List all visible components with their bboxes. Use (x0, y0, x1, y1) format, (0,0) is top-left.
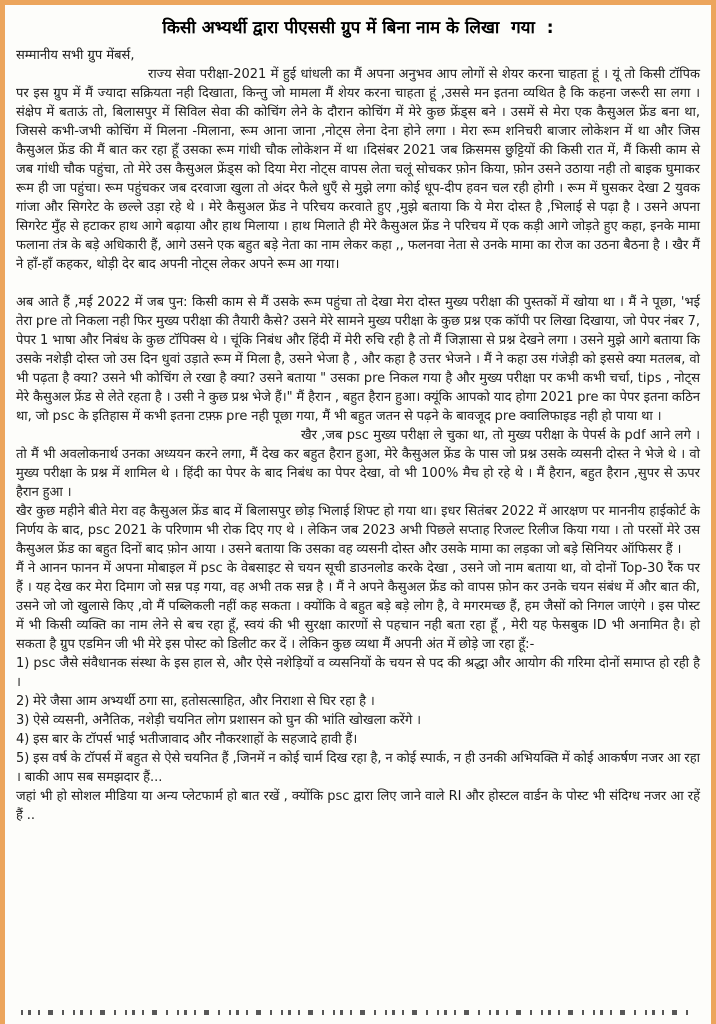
document-title: किसी अभ्यर्थी द्वारा पीएससी ग्रुप में बिना नाम के लिखा गया : (162, 18, 554, 38)
paragraph-result-release: खैर कुछ महीने बीते मेरा वह कैसुअल फ्रेंड बाद में बिलासपुर छोड़ भिलाई शिफ्ट हो गया था। इधर सितंबर 2022 में आरक्षण पर माननीय हाईकोर्ट के निर्णय के बाद, psc 2021 के परिणाम भी रोक दिए गए थे । लेकिन जब 2023 अभी पिछले सप्ताह रिजल्ट रिलीज किया गया । तो परसों मेरे उस कैसुअल फ्रेंड का बहुत दिनों बाद फ़ोन आया । उसने बताया कि उसका वह व्यसनी दोस्त और उसके मामा का लड़का जो बड़े सिनियर ऑफिसर हैं । (16, 504, 700, 557)
closing-paragraph: जहां भी हो सोशल मीडिया या अन्य प्लेटफार्म हो बात रखें , क्योंकि psc द्वारा लिए जाने वाले RI और होस्टल वार्डन के पोस्ट भी संदिग्ध नजर आ रहें हैं .. (16, 789, 700, 823)
list-item-3: 3) ऐसे व्यसनी, अनैतिक, नशेड़ी चयनित लोग प्रशासन को घुन की भांति खोखला करेंगे । (16, 713, 422, 728)
clipped-bottom-text-line (21, 1010, 695, 1015)
salutation-line: सम्मानीय सभी ग्रुप मेंबर्स, (16, 48, 135, 63)
paragraph-coaching-story: राज्य सेवा परीक्षा-2021 में हुई धांधली का मैं अपना अनुभव आप लोगों से शेयर करना चाहता हूं । यूं तो किसी टॉपिक पर इस ग्रुप में मैं ज्यादा सक्रियता नही दिखाता, किन्तु जो मामला मैं शेयर करना चाहता हूं ,उससे मन इतना व्यथित है कि कहना जरूरी सा लगा । संक्षेप में बताऊं तो, बिलासपुर में सिविल सेवा की कोचिंग लेने के दौरान कोचिंग में मेरे कुछ फ्रेंड्स बने । उसमें से मेरा एक कैसुअल फ्रेंड बना था, जिससे कभी-जभी कोचिंग में मिलना -मिलाना, रूम आना जाना ,नोट्स लेना देना होने लगा । मेरा रूम शनिचरी बाजार लोकेशन में था और जिस कैसुअल फ्रेंड की मैं बात कर रहा हूँ उसका रूम गांधी चौक लोकेशन में था ।दिसंबर 2021 जब क्रिसमस छुट्टियों की किसी रात में, मैं किसी काम से जब गांधी चौक पहुंचा, तो मेरे उस कैसुअल फ्रेंड्स को दिया मेरा नोट्स वापस लेता चलूं सोचकर फ़ोन किया, फ़ोन उसने उठाया नही तो बाइक घुमाकर रूम ही जा पहुंचा। रूम पहुंचकर जब दरवाजा खुला तो अंदर फैले धुएँ से मुझे लगा कोई धूप-दीप हवन चल रही होगी । रूम में घुसकर देखा 2 युवक गांजा और सिगरेट के छल्ले उड़ा रहे थे । मेरे कैसुअल फ्रेंड ने परिचय करवाते हुए ,मुझे बताया कि ये मेरा दोस्त है ,भिलाई से पढ़ा है । उसने अपना सिगरेट मुँह से हटाकर हाथ आगे बढ़ाया और हाथ मिलाया । हाथ मिलाते ही मेरे कैसुअल फ्रेंड ने परिचय में एक कड़ी आगे जोड़ते हुए कहा, इनके मामा फलाना तंत्र के बड़े अधिकारी हैं, आगे उसने एक बहुत बड़े नेता का नाम लेकर कहा ,, फलनवा नेता से उनके मामा का रोज का उठना बैठना है । खैर मैं ने हाँ-हाँ कहकर, थोड़ी देर बाद अपनी नोट्स लेकर अपने रूम आ गया। (16, 67, 700, 272)
paragraph-selection-list: मैं ने आनन फानन में अपना मोबाइल में psc के वेबसाइट से चयन सूची डाउनलोड करके देखा , उसने जो नाम बताया था, वो दोनों Top-30 रैंक पर हैं । यह देख कर मेरा दिमाग जो सन्न पड़ गया, वह अभी तक सन्न है । मैं ने अपने कैसुअल फ्रेंड को वापस फ़ोन कर उनके चयन संबंध में और बात की, उसने जो जो खुलासे किए ,वो मैं पब्लिकली नहीं कह सकता । क्योंकि वे बहुत बड़े बड़े लोग है, वे मगरमच्छ हैं, हम जैसों को निगल जाएंगे । इस पोस्ट में भी किसी व्यक्ति का नाम लेने से बच रहा हूँ, स्वयं की भी सुरक्षा कारणों से पहचान नही बता रहा हूँ , मेरी यह फेसबुक ID भी अनामित है। हो सकता है ग्रुप एडमिन जी भी मेरे इस पोस्ट को डिलीट कर दें । लेकिन कुछ व्यथा मैं अपनी अंत में छोड़े जा रहा हूँ:- (16, 561, 700, 652)
list-item-4: 4) इस बार के टॉपर्स भाई भतीजावाद और नौकरशाहों के सहजादे हावी हैं। (16, 732, 358, 747)
list-item-2: 2) मेरे जैसा आम अभ्यर्थी ठगा सा, हतोसत्साहित, और निराशा से घिर रहा है । (16, 694, 375, 709)
list-item-1: 1) psc जैसे संवैधानक संस्था के इस हाल से, और ऐसे नशेड़ियों व व्यसनियों के चयन से पद की श्रद्धा और आयोग की गरिमा दोनों समाप्त हो रही है । (16, 656, 700, 690)
paragraph-may-2022: अब आते हैं ,मई 2022 में जब पुन: किसी काम से मैं उसके रूम पहुंचा तो देखा मेरा दोस्त मुख्य परीक्षा की पुस्तकों में खोया था । मैं ने पूछा, 'भई तेरा pre तो निकला नही फिर मुख्य परीक्षा की तैयारी कैसे? उसने मेरे सामने मुख्य परीक्षा के कुछ प्रश्न एक कॉपी पर लिखा दिखाया, जो पेपर नंबर 7, पेपर 1 भाषा और निबंध के कुछ टॉपिक्स थे । चूंकि निबंध और हिंदी में मेरी रुचि रही है तो मैं जिज्ञासा से प्रश्न देखने लगा । उसने मुझे आगे बताया कि उसके नशेड़ी दोस्त जो उस दिन धुवां उड़ाते रूम में मिला है, उसने भेजा है , और कहा है उत्तर भेजने । मैं ने कहा उस गंजेड़ी को इससे क्या मतलब, वो भी पढ़ता है क्या? उसने भी कोचिंग ले रखा है क्या? उसने बताया " उसका pre निकल गया है और मुख्य परीक्षा पर कभी कभी चर्चा, tips , नोट्स मेरे कैसुअल फ्रेंड से लेते रहता है । उसी ने कुछ प्रश्न भेजे हैं।" मैं हैरान , बहुत हैरान हुआ। क्यूंकि आपको याद होगा 2021 pre का पेपर इतना कठिन था, जो psc के इतिहास में कभी इतना टफ़्फ़ pre नही पूछा गया, मैं भी बहुत जतन से पढ़ने के बावजूद pre क्वालिफाइड नही हो पाया था । (16, 295, 700, 424)
list-item-5: 5) इस वर्ष के टॉपर्स में बहुत से ऐसे चयनित हैं ,जिनमें न कोई चार्म दिख रहा है, न कोई स्पार्क, न ही उनकी अभियक्ति में कोई आकर्षण नजर आ रहा । बाकी आप सब समझदार हैं... (16, 751, 700, 785)
paragraph-mains-papers: खैर ,जब psc मुख्य परीक्षा ले चुका था, तो मुख्य परीक्षा के पेपर्स के pdf आने लगे । तो मैं भी अवलोकनार्थ उनका अध्ययन करने लगा, मैं देख कर बहुत हैरान हुआ, मेरे कैसुअल फ्रेंड के पास जो प्रश्न उसके व्यसनी दोस्त ने भेजे थे । वो मुख्य परीक्षा के प्रश्न में शामिल थे । हिंदी का पेपर के बाद निबंध का पेपर देखा, वो भी 100% मैच हो रहे थे । मैं हैरान, बहुत हैरान ,सुपर से ऊपर हैरान हुआ । (16, 428, 700, 500)
